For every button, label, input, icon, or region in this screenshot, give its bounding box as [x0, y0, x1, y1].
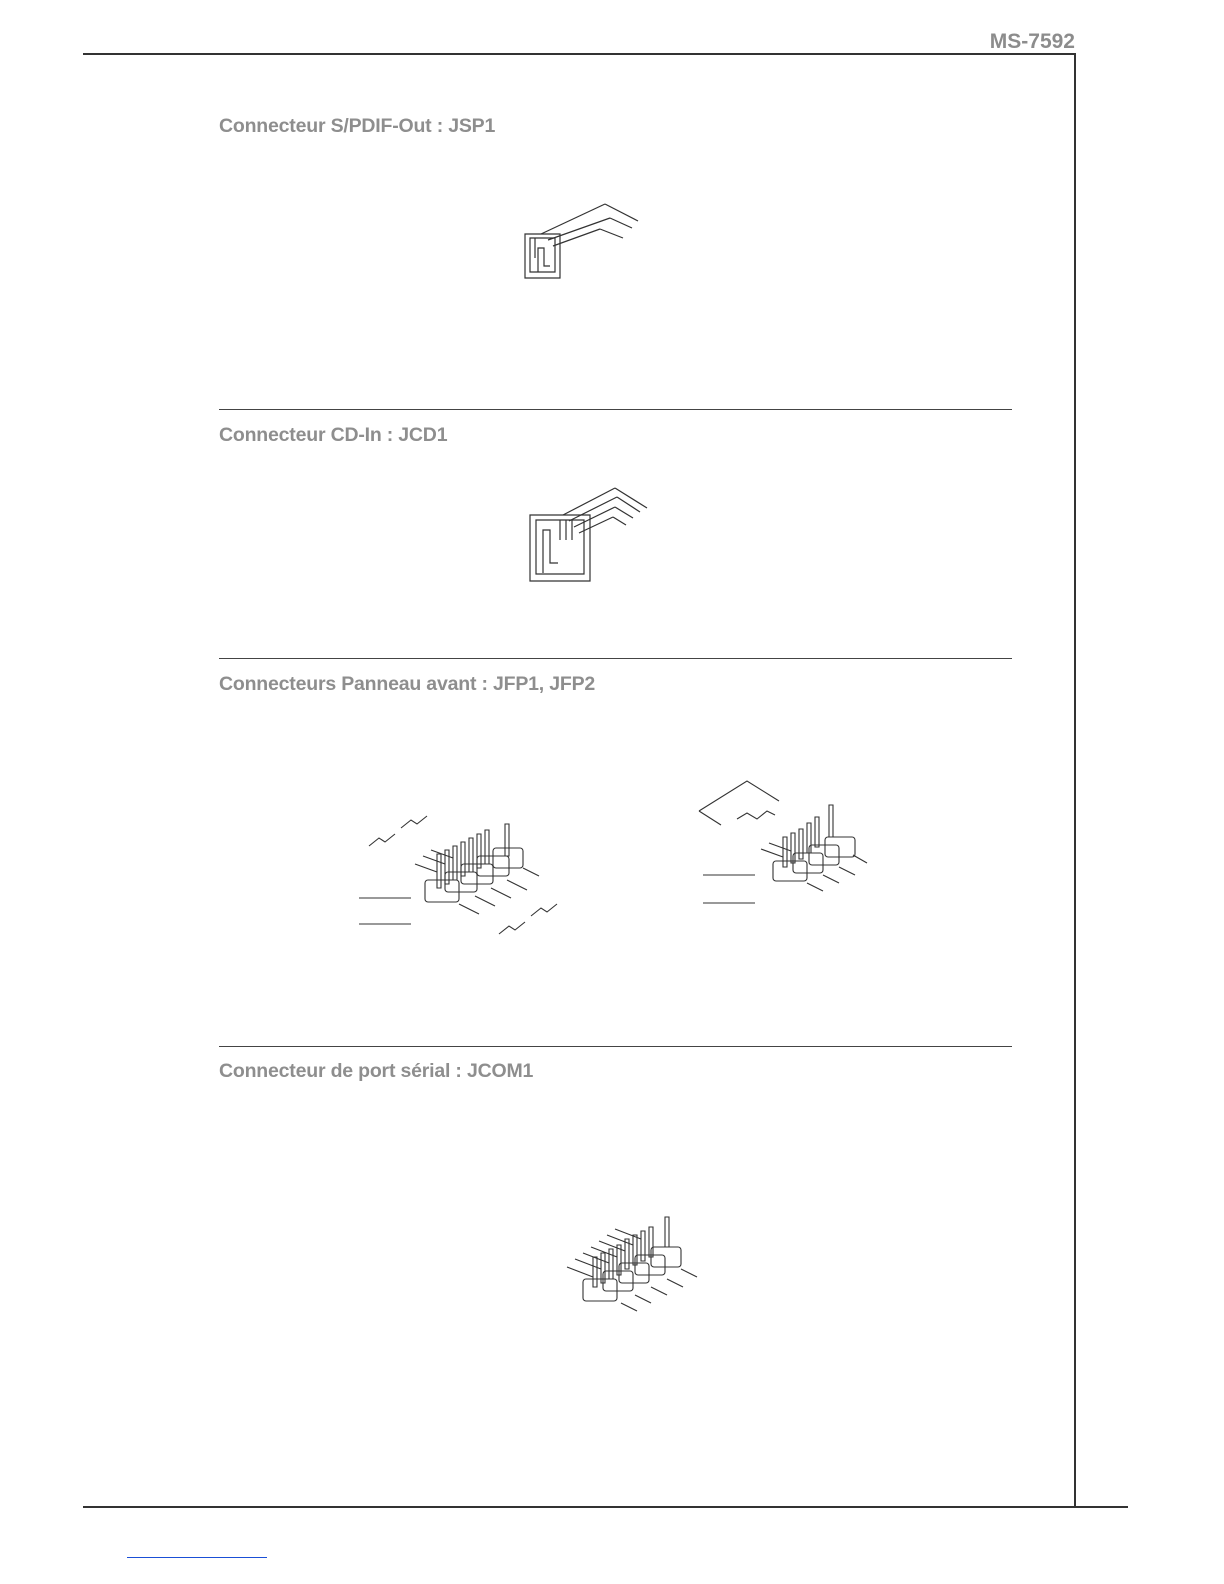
jfp1-connector-diagram: [355, 810, 565, 940]
section-title-jcom1: Connecteur de port sérial : JCOM1: [219, 1060, 534, 1082]
jfp2-connector-diagram: [695, 775, 875, 915]
page-header-model: MS-7592: [989, 30, 1075, 53]
footer-link-underline[interactable]: [127, 1557, 267, 1558]
section-divider: [219, 658, 1012, 659]
jcd1-connector-diagram: [525, 485, 665, 585]
footer-rule: [83, 1506, 1128, 1508]
jsp1-connector-diagram: [520, 200, 660, 290]
section-title-jsp1: Connecteur S/PDIF-Out : JSP1: [219, 115, 496, 137]
right-margin-rule: [1074, 53, 1076, 1508]
section-divider: [219, 1046, 1012, 1047]
jcom1-connector-diagram: [565, 1205, 705, 1315]
header-rule: [83, 53, 1076, 55]
section-title-jfp: Connecteurs Panneau avant : JFP1, JFP2: [219, 673, 596, 695]
section-divider: [219, 409, 1012, 410]
section-title-jcd1: Connecteur CD-In : JCD1: [219, 424, 448, 446]
